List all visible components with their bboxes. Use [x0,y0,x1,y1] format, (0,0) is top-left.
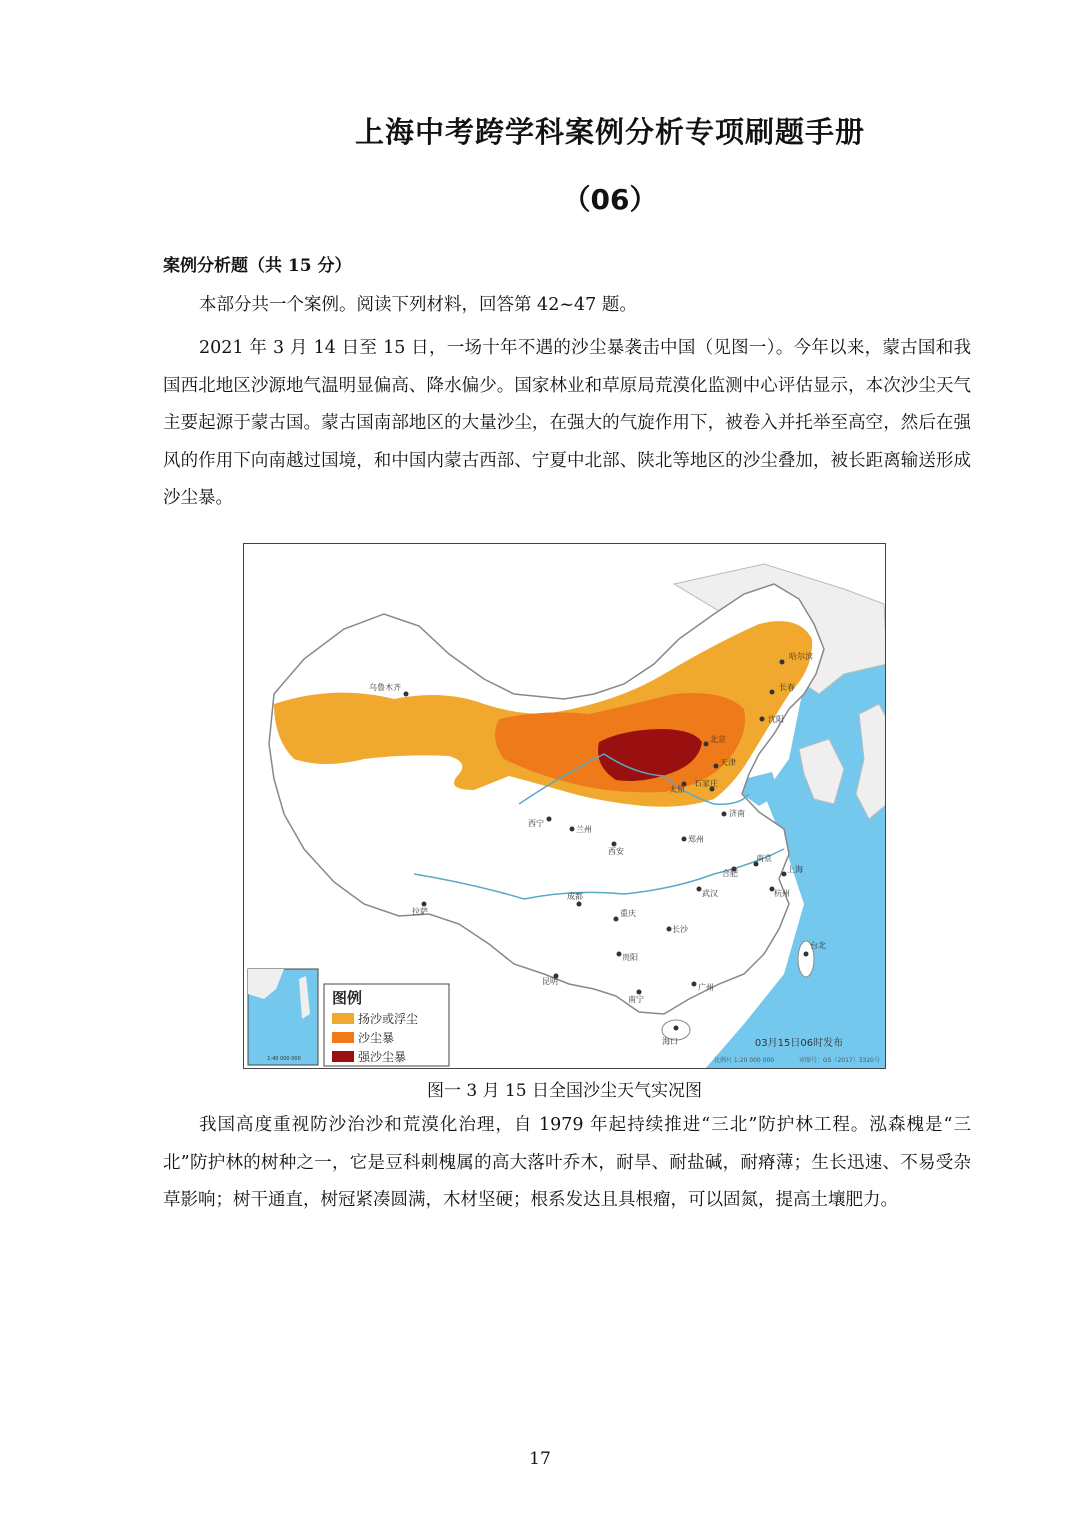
city-label-jinan: 济南 [729,809,745,818]
sandstorm-map [243,543,886,1069]
city-label-urumqi: 乌鲁木齐 [369,683,401,692]
south-china-sea-inset [248,969,318,1065]
city-label-taipei: 台北 [810,941,826,950]
material-paragraph: 2021 年 3 月 14 日至 15 日，一场十年不遇的沙尘暴袭击中国（见图一）。今年以来，蒙古国和我国西北地区沙源地气温明显偏高、降水偏少。国家林业和草原局荒漠化监测中心评估显示，本次沙尘天气主要起源于蒙古国。蒙古国南部地区的大量沙尘，在强大的气旋作用下，被卷入并托举至高空，然后在强风的作用下向南越过国境，和中国内蒙古西部、宁夏中北部、陕北等地区的沙尘叠加，被长距离输送形成沙尘暴。 [163,338,971,508]
city-label-zhengzhou: 郑州 [688,835,704,844]
legend-title: 图例 [332,989,363,1007]
city-label-guiyang: 贵阳 [622,953,638,962]
map-approval-text: 审图号：GS（2017）3320号 [799,1057,880,1064]
shelterbelt-paragraph: 我国高度重视防沙治沙和荒漠化治理，自 1979 年起持续推进“三北”防护林工程。泓森槐是“三北”防护林的树种之一，它是豆科刺槐属的高大落叶乔木，耐旱、耐盐碱，耐瘠薄；生长迅速、不易受杂草影响；树干通直，树冠紧凑圆满，木材坚硬；根系发达且具根瘤，可以固氮，提高土壤肥力。 [163,1115,971,1210]
city-label-xining: 西宁 [528,819,544,828]
legend-swatch-floating [332,1013,354,1024]
city-label-taiyuan: 太原 [669,785,685,794]
city-label-shenyang: 沈阳 [768,715,784,724]
city-label-kunming: 昆明 [542,977,558,986]
city-label-nanning: 南宁 [628,995,644,1004]
city-label-chengdu: 成都 [567,892,583,901]
city-label-nanjing: 南京 [756,854,772,863]
legend-label-floating: 扬沙或浮尘 [358,1012,419,1026]
document-title: 上海中考跨学科案例分析专项刷题手册 [354,115,865,149]
city-label-wuhan: 武汉 [702,889,718,898]
city-label-guangzhou: 广州 [698,983,714,992]
figure-caption: 图一 3 月 15 日全国沙尘天气实况图 [426,1081,703,1101]
legend-swatch-sandstorm [332,1032,354,1043]
map-scale-text: 比例尺 1:20 000 000 [714,1057,775,1064]
map-legend [324,984,449,1066]
legend-swatch-severe [332,1051,354,1062]
city-label-tianjin: 天津 [720,758,736,767]
city-label-beijing: 北京 [710,735,726,744]
city-label-shanghai: 上海 [787,865,803,874]
legend-label-severe: 强沙尘暴 [358,1050,407,1064]
city-label-hangzhou: 杭州 [774,889,790,898]
city-label-changchun: 长春 [779,683,795,692]
city-label-lhasa: 拉萨 [412,907,428,916]
city-label-changsha: 长沙 [672,925,688,934]
city-label-xian: 西安 [608,847,624,856]
map-issue-time: 03月15日06时发布 [754,1038,844,1049]
section-title: 案例分析题（共 15 分） [163,256,352,276]
legend-label-sandstorm: 沙尘暴 [358,1031,395,1045]
page-number: 17 [529,1449,551,1469]
city-label-haikou: 海口 [662,1037,678,1046]
city-label-harbin: 哈尔滨 [789,652,813,661]
intro-paragraph: 本部分共一个案例。阅读下列材料，回答第 42~47 题。 [199,295,637,315]
city-label-hefei: 合肥 [722,869,738,878]
document-subtitle: （06） [562,183,658,216]
city-label-chongqing: 重庆 [620,909,636,918]
inset-scale-text: 1:40 000 000 [267,1056,301,1062]
map-svg [244,544,886,1069]
city-label-shijiazhuang: 石家庄 [694,779,718,788]
city-label-lanzhou: 兰州 [576,825,592,834]
